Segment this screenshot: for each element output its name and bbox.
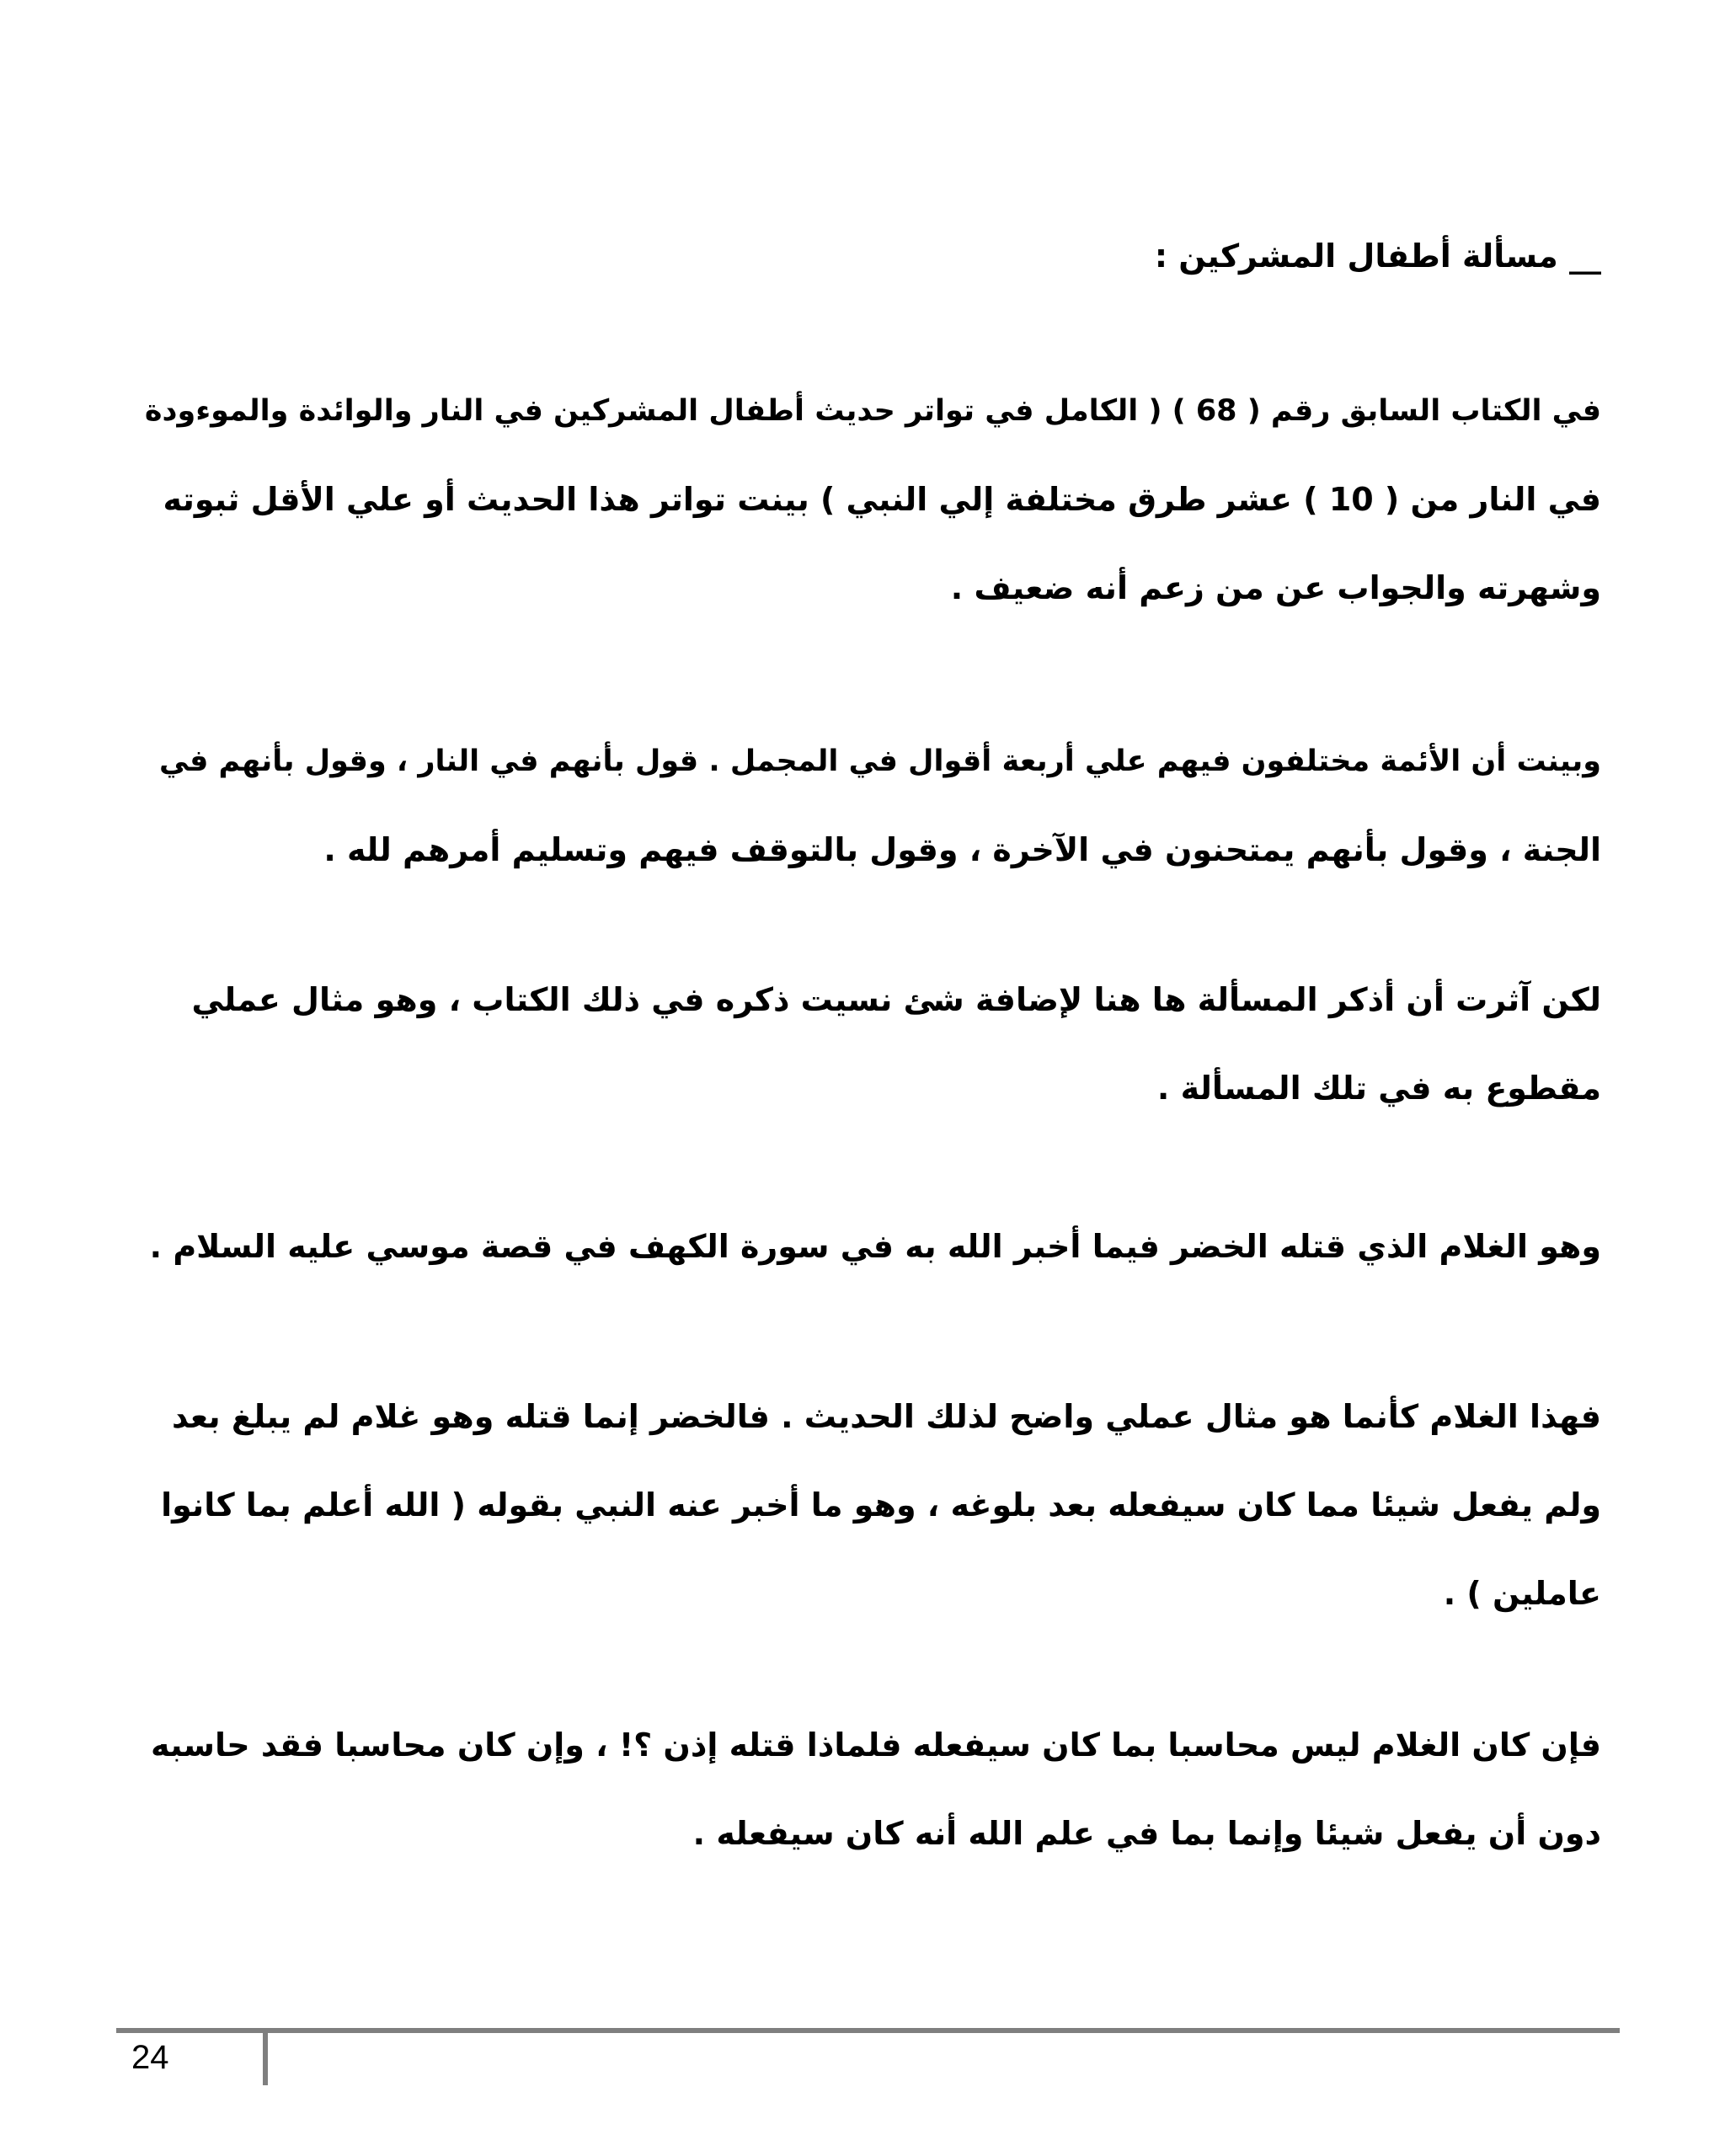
paragraph-4: [119, 1203, 1601, 1291]
paragraph-line: في الكتاب السابق رقم ( 68 ) ( الكامل في تواتر حديث أطفال المشركين في النار والوائدة والموءودة: [144, 394, 1601, 428]
paragraph-line: ولم يفعل شيئا مما كان سيفعله بعد بلوغه ، وهو ما أخبر عنه النبي بقوله ( الله أعلم بما كانوا: [161, 1486, 1601, 1524]
paragraph-line: فهذا الغلام كأنما هو مثال عملي واضح لذلك الحديث . فالخضر إنما قتله وهو غلام لم يبلغ بعد: [171, 1398, 1601, 1435]
footer-divider-tick: [263, 2030, 268, 2085]
paragraph-2: [119, 718, 1601, 894]
paragraph-line: دون أن يفعل شيئا وإنما بما في علم الله أنه كان سيفعله .: [692, 1815, 1601, 1852]
paragraph-line: لكن آثرت أن أذكر المسألة ها هنا لإضافة شئ نسيت ذكره في ذلك الكتاب ، وهو مثال عملي: [191, 981, 1601, 1018]
paragraph-3: [119, 956, 1601, 1133]
paragraph-line: في النار من ( 10 ) عشر طرق مختلفة إلي النبي ) بينت تواتر هذا الحديث أو علي الأقل ثبوته: [163, 481, 1601, 518]
paragraph-5: [119, 1373, 1601, 1638]
page-number: 24: [131, 2039, 169, 2076]
paragraph-line: الجنة ، وقول بأنهم يمتحنون في الآخرة ، وقول بالتوقف فيهم وتسليم أمرهم لله .: [323, 831, 1601, 868]
paragraph-6: [119, 1701, 1601, 1878]
heading-text: __ مسألة أطفال المشركين :: [1154, 237, 1601, 275]
paragraph-line: وشهرته والجواب عن من زعم أنه ضعيف .: [950, 569, 1601, 606]
paragraph-1: [119, 367, 1601, 632]
section-heading: [119, 212, 1601, 301]
paragraph-line: مقطوع به في تلك المسألة .: [1156, 1070, 1601, 1107]
footer-rule: [116, 2028, 1620, 2033]
paragraph-line: وبينت أن الأئمة مختلفون فيهم علي أربعة أقوال في المجمل . قول بأنهم في النار ، وقول بأنهم في: [159, 744, 1601, 778]
paragraph-line: فإن كان الغلام ليس محاسبا بما كان سيفعله فلماذا قتله إذن ؟! ، وإن كان محاسبا فقد حاسبه: [151, 1726, 1601, 1764]
paragraph-line: وهو الغلام الذي قتله الخضر فيما أخبر الله به في سورة الكهف في قصة موسي عليه السلام .: [149, 1228, 1601, 1265]
paragraph-line: عاملين ) .: [1443, 1575, 1601, 1612]
